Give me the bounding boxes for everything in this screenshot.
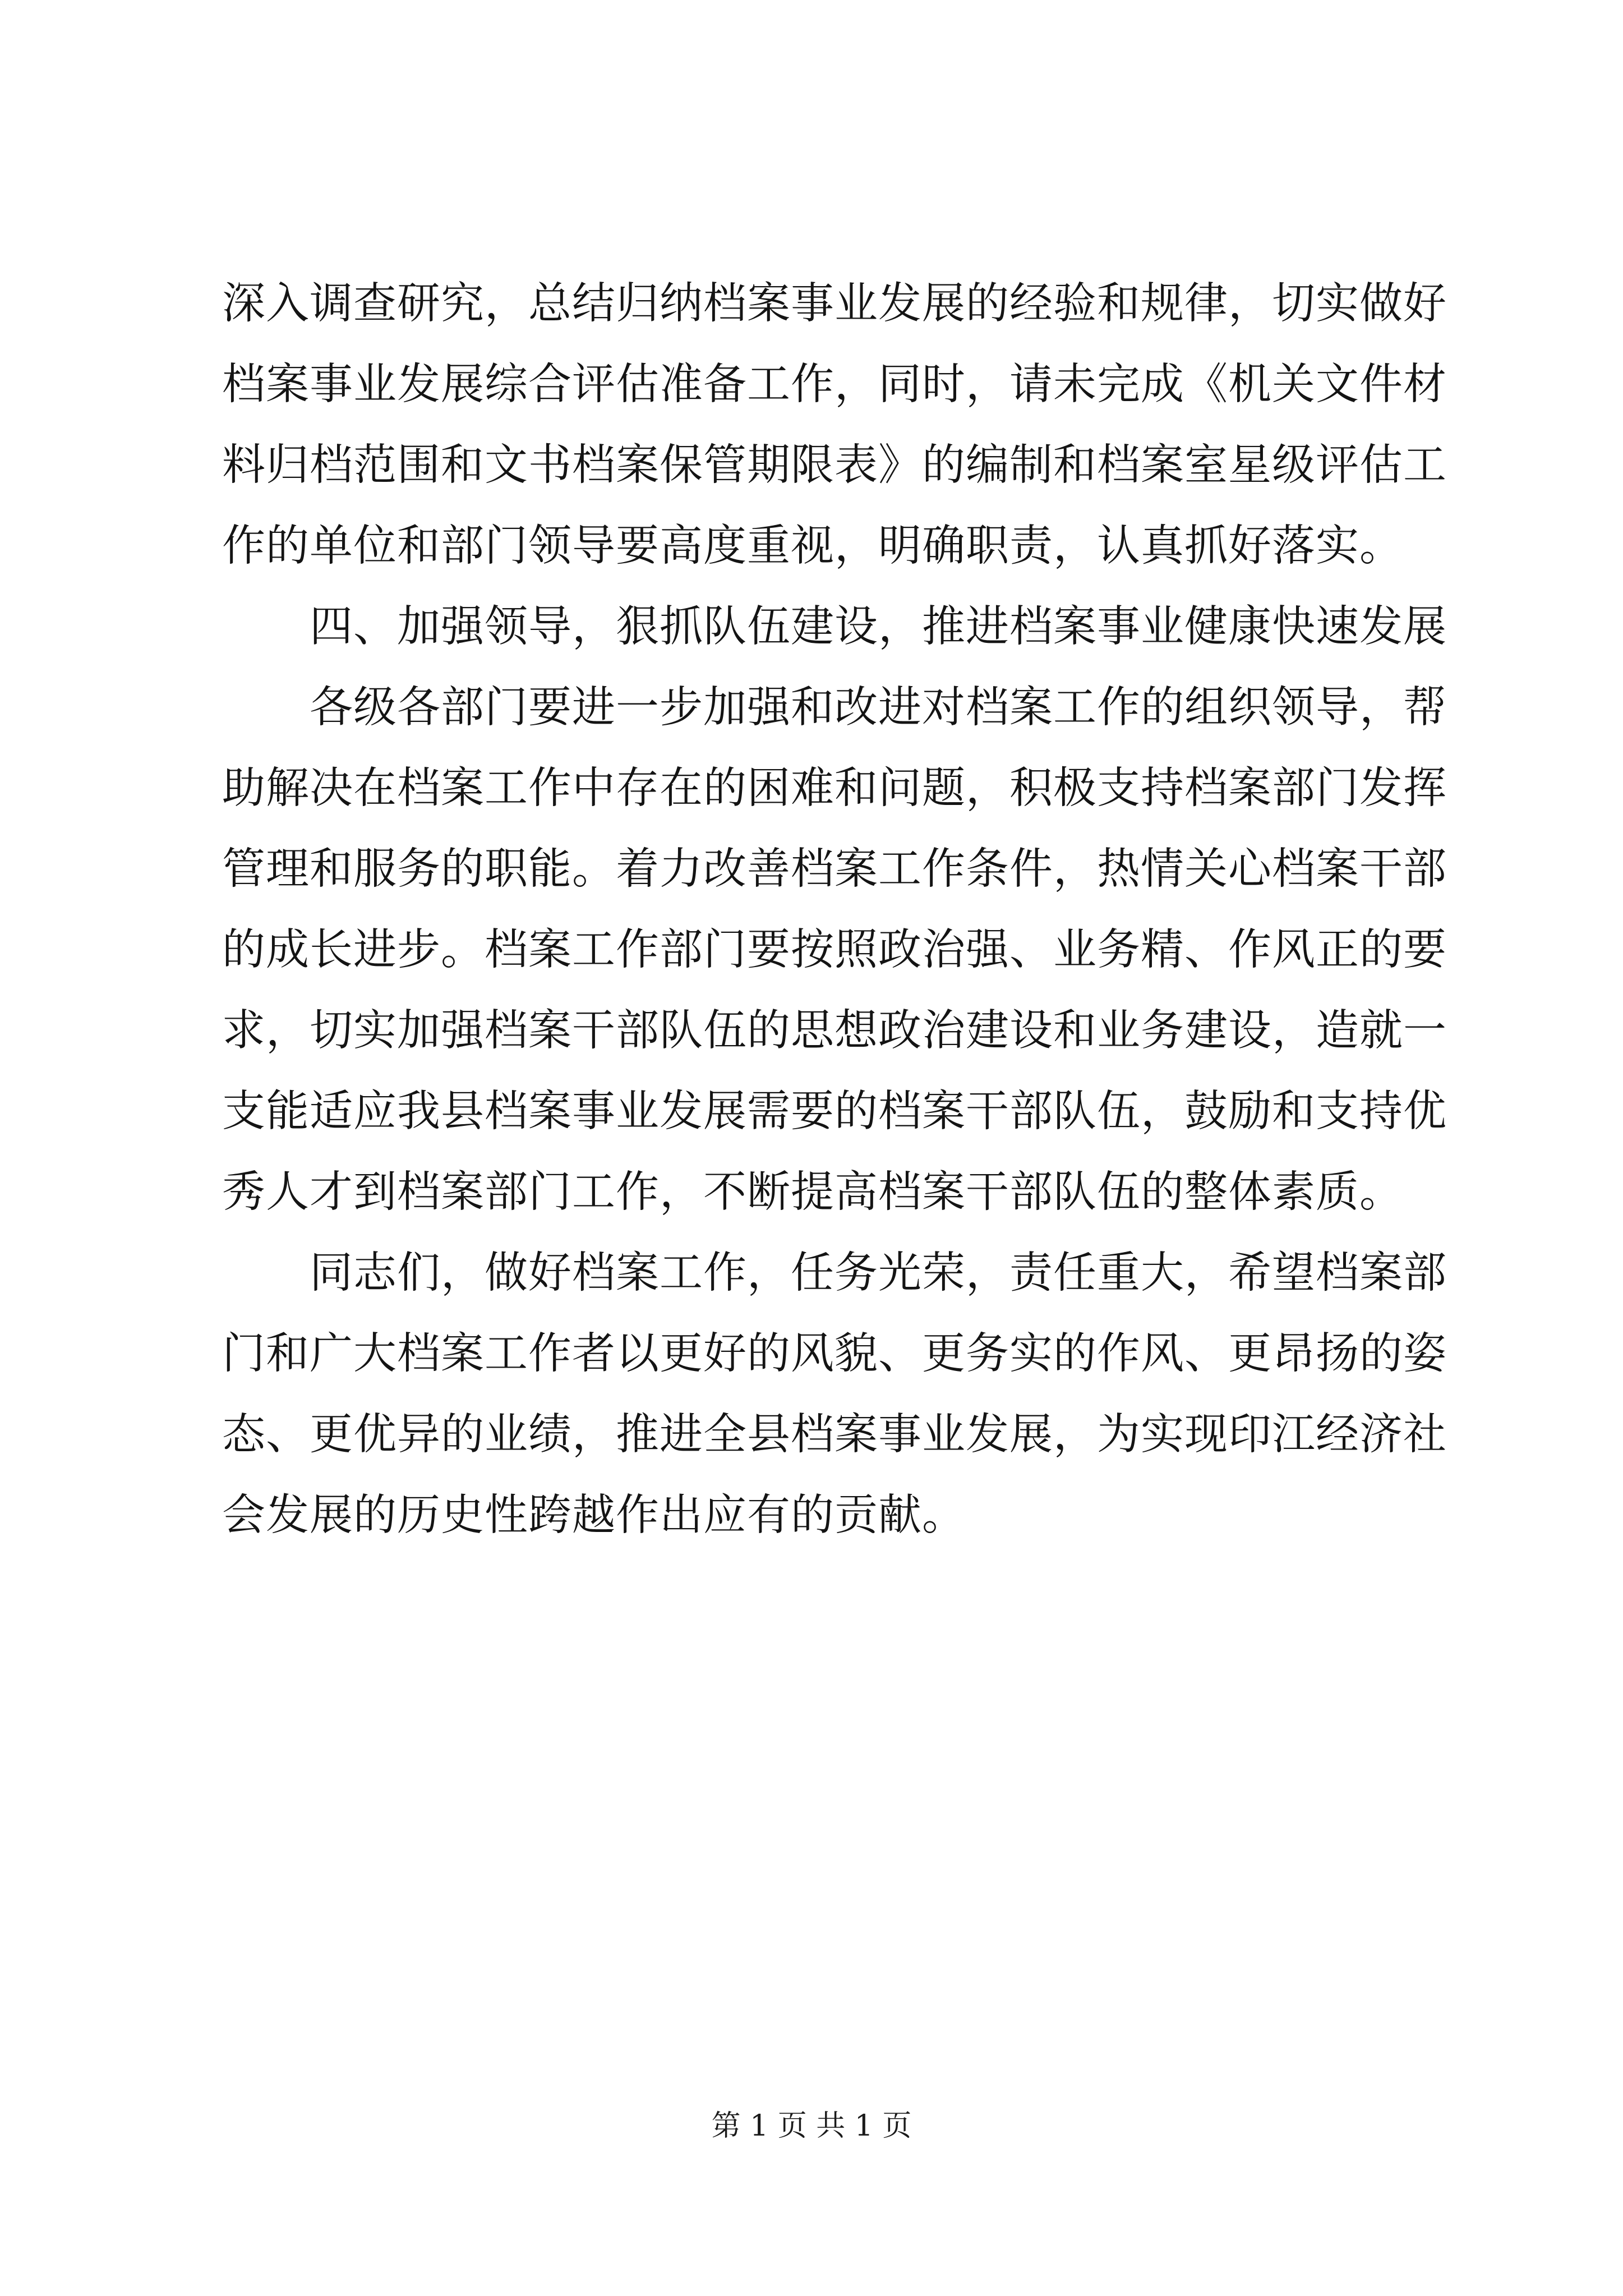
text-line: 同志们，做好档案工作，任务光荣，责任重大，希望档案部 bbox=[222, 1248, 1447, 1298]
text-line: 会发展的历史性跨越作出应有的贡献。 bbox=[222, 1490, 966, 1540]
text-line: 管理和服务的职能。着力改善档案工作条件，热情关心档案干部 bbox=[222, 844, 1447, 894]
text-line: 态、更优异的业绩，推进全县档案事业发展，为实现印江经济社 bbox=[222, 1410, 1447, 1460]
text-line: 的成长进步。档案工作部门要按照政治强、业务精、作风正的要 bbox=[222, 925, 1447, 975]
text-line: 助解决在档案工作中存在的困难和问题，积极支持档案部门发挥 bbox=[222, 763, 1447, 813]
text-line: 秀人才到档案部门工作，不断提高档案干部队伍的整体素质。 bbox=[222, 1167, 1403, 1217]
text-line: 各级各部门要进一步加强和改进对档案工作的组织领导，帮 bbox=[222, 683, 1447, 733]
text-line: 料归档范围和文书档案保管期限表》的编制和档案室星级评估工 bbox=[222, 440, 1447, 490]
text-line: 支能适应我县档案事业发展需要的档案干部队伍，鼓励和支持优 bbox=[222, 1087, 1447, 1137]
text-line: 作的单位和部门领导要高度重视，明确职责，认真抓好落实。 bbox=[222, 521, 1403, 571]
text-line: 档案事业发展综合评估准备工作，同时，请未完成《机关文件材 bbox=[222, 360, 1447, 409]
text-line: 求，切实加强档案干部队伍的思想政治建设和业务建设，造就一 bbox=[222, 1006, 1447, 1056]
page-footer bbox=[0, 2106, 1623, 2146]
section-heading: 四、加强领导，狠抓队伍建设，推进档案事业健康快速发展 bbox=[222, 602, 1447, 652]
text-line: 门和广大档案工作者以更好的风貌、更务实的作风、更昂扬的姿 bbox=[222, 1329, 1447, 1379]
page-number: 第 1 页 共 1 页 bbox=[711, 2109, 912, 2143]
body-text bbox=[222, 264, 1447, 1556]
text-line: 深入调查研究，总结归纳档案事业发展的经验和规律，切实做好 bbox=[222, 279, 1447, 329]
